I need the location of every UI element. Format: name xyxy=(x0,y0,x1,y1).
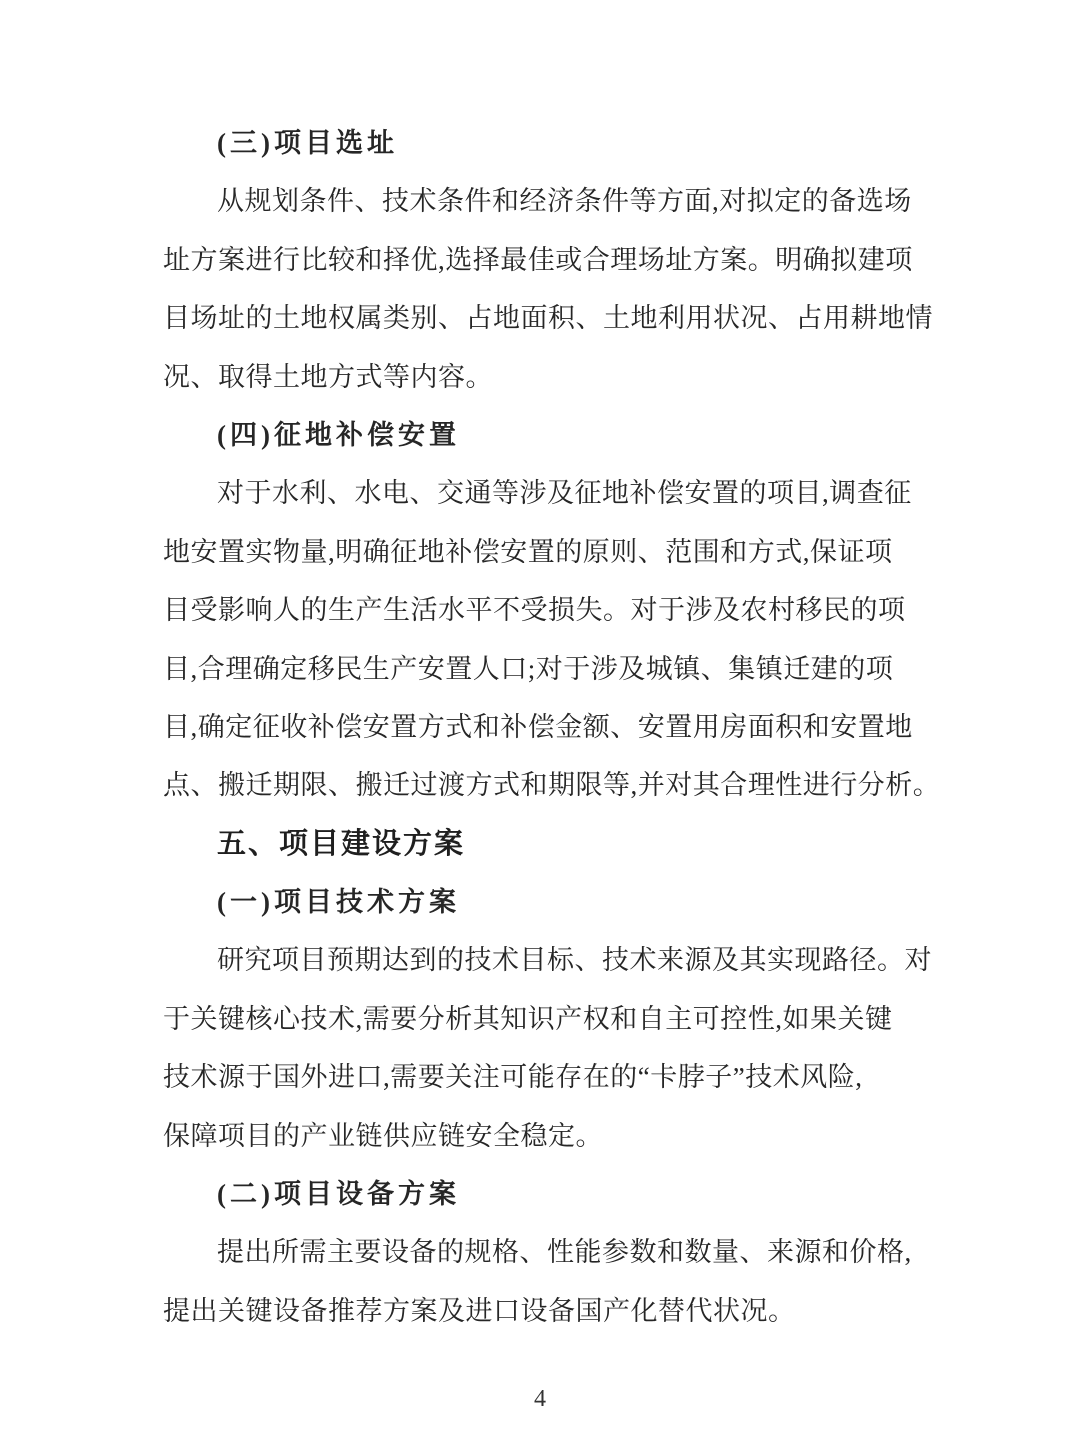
paragraph-equipment-plan-line-2: 提出关键设备推荐方案及进口设备国产化替代状况。 xyxy=(163,1295,796,1326)
paragraph-land-compensation-line-4: 目,合理确定移民生产安置人口;对于涉及城镇、集镇迁建的项 xyxy=(163,653,894,684)
paragraph-technical-plan-line-1: 研究项目预期达到的技术目标、技术来源及其实现路径。对 xyxy=(217,945,932,976)
paragraph-site-selection-line-2: 址方案进行比较和择优,选择最佳或合理场址方案。明确拟建项 xyxy=(163,244,913,275)
paragraph-site-selection-line-1: 从规划条件、技术条件和经济条件等方面,对拟定的备选场 xyxy=(217,186,912,217)
heading-project-construction-plan: 五、项目建设方案 xyxy=(217,827,466,860)
paragraph-site-selection-line-3: 目场址的土地权属类别、占地面积、土地利用状况、占用耕地情 xyxy=(163,303,933,334)
paragraph-site-selection-line-4: 况、取得土地方式等内容。 xyxy=(163,361,493,392)
paragraph-land-compensation-line-3: 目受影响人的生产生活水平不受损失。对于涉及农村移民的项 xyxy=(163,595,906,626)
page-number: 4 xyxy=(534,1386,546,1412)
heading-project-technical-plan: (一)项目技术方案 xyxy=(217,887,460,918)
paragraph-land-compensation-line-2: 地安置实物量,明确征地补偿安置的原则、范围和方式,保证项 xyxy=(163,536,893,567)
paragraph-land-compensation-line-1: 对于水利、水电、交通等涉及征地补偿安置的项目,调查征 xyxy=(217,478,912,509)
document-body xyxy=(163,114,941,1340)
heading-project-site-selection: (三)项目选址 xyxy=(217,128,398,158)
paragraph-land-compensation-line-5: 目,确定征收补偿安置方式和补偿金额、安置用房面积和安置地 xyxy=(163,711,913,742)
paragraph-equipment-plan-line-1: 提出所需主要设备的规格、性能参数和数量、来源和价格, xyxy=(217,1237,912,1268)
heading-land-compensation: (四)征地补偿安置 xyxy=(217,419,460,450)
heading-project-equipment-plan: (二)项目设备方案 xyxy=(217,1179,460,1210)
paragraph-technical-plan-line-2: 于关键核心技术,需要分析其知识产权和自主可控性,如果关键 xyxy=(163,1003,893,1034)
paragraph-technical-plan-line-3: 技术源于国外进口,需要关注可能存在的“卡脖子”技术风险, xyxy=(163,1062,863,1093)
paragraph-land-compensation-line-6: 点、搬迁期限、搬迁过渡方式和期限等,并对其合理性进行分析。 xyxy=(163,770,941,801)
paragraph-technical-plan-line-4: 保障项目的产业链供应链安全稳定。 xyxy=(163,1120,603,1151)
